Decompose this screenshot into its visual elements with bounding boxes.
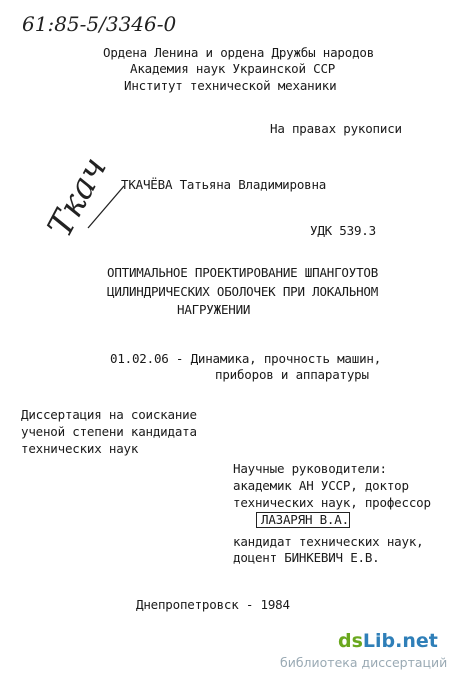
title-line-3: НАГРУЖЕНИИ <box>177 302 251 317</box>
udk-code: УДК 539.3 <box>310 223 376 238</box>
title-line-1: ОПТИМАЛЬНОЕ ПРОЕКТИРОВАНИЕ ШПАНГОУТОВ <box>107 265 379 280</box>
specialty-line-2: приборов и аппаратуры <box>215 367 369 382</box>
advisor-1-name: ЛАЗАРЯН В.А. <box>261 512 349 527</box>
advisor-2-line-2: доцент БИНКЕВИЧ Е.В. <box>233 550 380 565</box>
watermark-logo <box>338 630 438 652</box>
header-line-1: Ордена Ленина и ордена Дружбы народов <box>103 45 375 60</box>
advisor-2-line-1: кандидат технических наук, <box>233 534 424 549</box>
manuscript-rights: На правах рукописи <box>270 121 402 136</box>
watermark-logo-ds: ds <box>338 630 363 652</box>
header-line-2: Академия наук Украинской ССР <box>130 61 336 76</box>
header-line-3: Институт технической механики <box>124 78 337 93</box>
signature-stroke <box>84 178 144 238</box>
advisor-1-line-2: технических наук, профессор <box>233 495 431 510</box>
title-line-2: ЦИЛИНДРИЧЕСКИХ ОБОЛОЧЕК ПРИ ЛОКАЛЬНОМ <box>107 284 379 299</box>
signature: Ткач <box>40 150 115 244</box>
thesis-line-1: Диссертация на соискание <box>21 407 197 422</box>
advisor-1-line-1: академик АН УССР, доктор <box>233 478 409 493</box>
advisors-heading: Научные руководители: <box>233 461 387 476</box>
city-year: Днепропетровск - 1984 <box>136 597 290 612</box>
watermark-subtitle: библиотека диссертаций <box>280 655 448 670</box>
thesis-line-3: технических наук <box>21 441 139 456</box>
watermark-logo-lib: Lib.net <box>362 630 438 652</box>
specialty-line-1: 01.02.06 - Динамика, прочность машин, <box>110 351 382 366</box>
thesis-line-2: ученой степени кандидата <box>21 424 197 439</box>
archive-mark: 61:85-5/3346-0 <box>22 12 177 36</box>
author-name: ТКАЧЁВА Татьяна Владимировна <box>121 177 327 192</box>
